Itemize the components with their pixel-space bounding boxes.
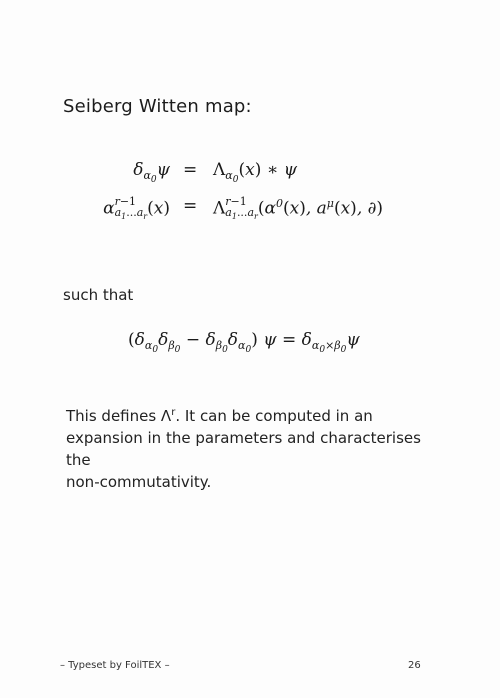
equation-2 <box>0 196 500 220</box>
equation-3: $(\delta_{\alpha_0}\delta_{\beta_0} - \delta_{\beta_0}\delta_{\alpha_0}) \psi = \delta_{\alpha_0\times\beta_0}\psi$ <box>128 330 360 356</box>
equation-2-lhs: α r−1 $a_1...a_r$ (x) <box>103 195 170 222</box>
body-line-3: non-commutativity. <box>66 473 212 491</box>
footer-page-number: 26 <box>408 660 421 671</box>
equation-2-equals: = <box>183 196 198 216</box>
body-line-2: expansion in the parameters and characterises the <box>66 429 421 469</box>
equation-2-rhs: Λ r−1 $a_1...a_r$ ($\alpha^0(x)$, $a^\mu(x)$, ∂) <box>213 195 384 222</box>
body-line-1: This defines $\Lambda^r$. It can be computed in an <box>66 407 373 425</box>
slide-heading: Seiberg Witten map: <box>63 96 252 117</box>
intro-text: such that <box>63 286 134 304</box>
equation-1-rhs: $\Lambda_{\alpha_0}(x)$ ∗ ψ <box>213 160 298 186</box>
body-paragraph <box>66 402 446 493</box>
equation-1-equals: = <box>183 160 198 180</box>
footer-typeset: – Typeset by FoilTEX – <box>60 660 170 671</box>
equation-1 <box>0 160 500 184</box>
equation-1-lhs: $\delta_{\alpha_0}\psi$ <box>133 160 170 186</box>
